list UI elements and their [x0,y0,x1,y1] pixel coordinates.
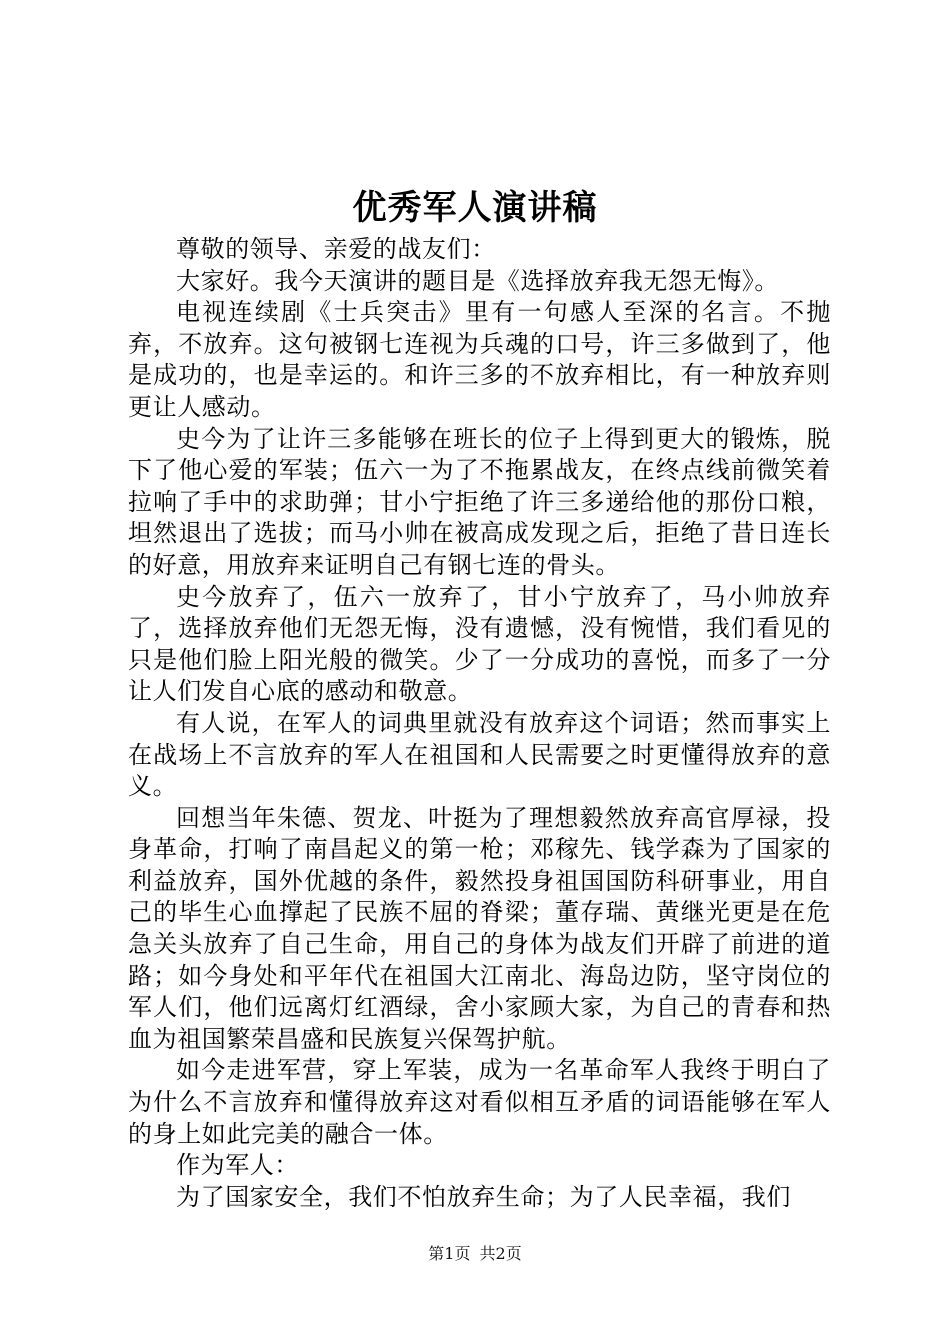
paragraph: 史今放弃了，伍六一放弃了，甘小宁放弃了，马小帅放弃了，选择放弃他们无怨无悔，没有遗憾，没有惋惜，我们看见的只是他们脸上阳光般的微笑。少了一分成功的喜悦，而多了一分让人们发自心底的感动和敬意。 [128,582,831,706]
paragraph-intro: 大家好。我今天演讲的题目是《选择放弃我无怨无悔》。 [176,266,779,295]
document-title: 优秀军人演讲稿 [352,188,598,228]
paragraph: 如今走进军营，穿上军装，成为一名革命军人我终于明白了为什么不言放弃和懂得放弃这对看似相互矛盾的词语能够在军人的身上如此完美的融合一体。 [128,1056,831,1148]
page-footer [0,1244,950,1264]
page-total: 共2页 [479,1244,522,1263]
document-body [128,234,831,1213]
paragraph: 史今为了让许三多能够在班长的位子上得到更大的锻炼，脱下了他心爱的军装；伍六一为了不拖累战友，在终点线前微笑着拉响了手中的求助弹；甘小宁拒绝了许三多递给他的那份口粮，坦然退出了选拔；而马小帅在被高成发现之后，拒绝了昔日连长的好意，用放弃来证明自己有钢七连的骨头。 [128,424,831,579]
paragraph: 回想当年朱德、贺龙、叶挺为了理想毅然放弃高官厚禄，投身革命，打响了南昌起义的第一枪；邓稼先、钱学森为了国家的利益放弃，国外优越的条件，毅然投身祖国国防科研事业，用自己的毕生心血撑起了民族不屈的脊梁；董存瑞、黄继光更是在危急关头放弃了自己生命，用自己的身体为战友们开辟了前进的道路；如今身处和平年代在祖国大江南北、海岛边防，坚守岗位的军人们，他们远离灯红酒绿，舍小家顾大家，为自己的青春和热血为祖国繁荣昌盛和民族复兴保驾护航。 [128,803,831,1053]
paragraph: 为了国家安全，我们不怕放弃生命；为了人民幸福，我们 [176,1182,791,1211]
page-number: 第1页 [428,1244,471,1263]
paragraph: 电视连续剧《士兵突击》里有一句感人至深的名言。不抛弃，不放弃。这句被钢七连视为兵魂的口号，许三多做到了，他是成功的，也是幸运的。和许三多的不放弃相比，有一种放弃则更让人感动。 [128,298,831,421]
paragraph: 作为军人： [176,1151,299,1180]
paragraph: 有人说，在军人的词典里就没有放弃这个词语；然而事实上在战场上不言放弃的军人在祖国和人民需要之时更懂得放弃的意义。 [128,708,831,801]
paragraph-greeting: 尊敬的领导、亲爱的战友们： [176,235,496,263]
